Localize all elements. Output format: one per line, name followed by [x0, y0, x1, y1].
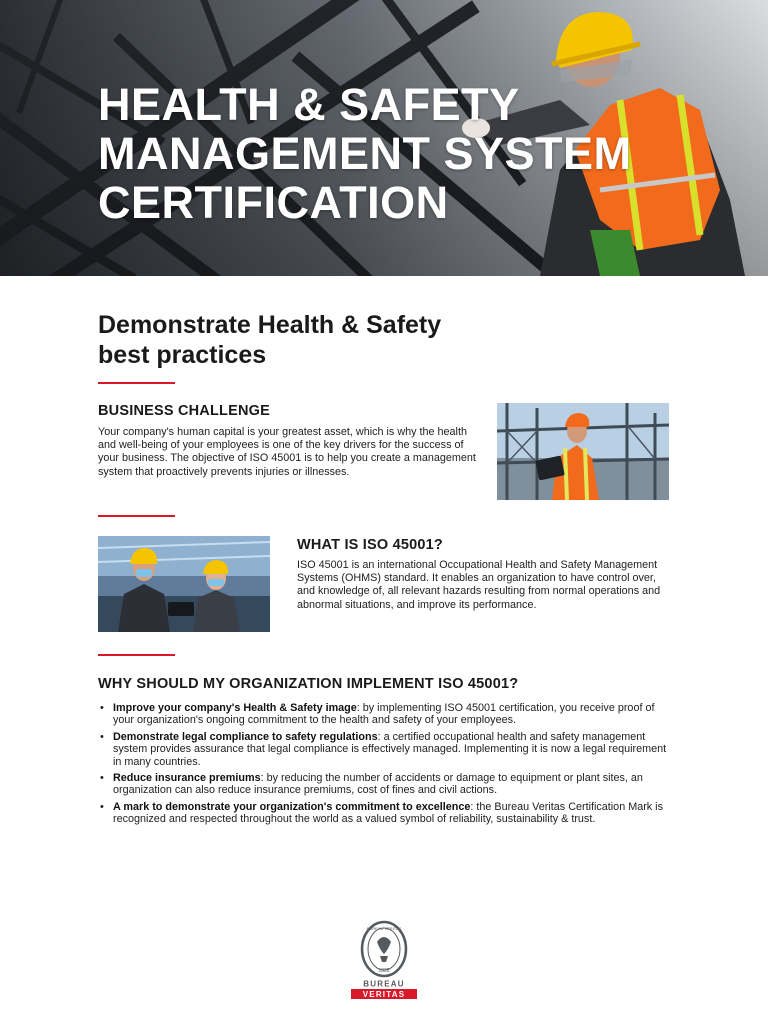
title-line-1: HEALTH & SAFETY [98, 79, 520, 130]
red-divider [98, 654, 175, 656]
title-line-2: MANAGEMENT SYSTEM [98, 128, 632, 179]
svg-text:1828: 1828 [378, 968, 390, 974]
benefit-text: : by implementing ISO 45001 certification, you receive proof of your organization's ongoing commitment to the health and safety of your employees. [113, 702, 655, 727]
list-item [98, 702, 670, 727]
red-divider [98, 515, 175, 517]
benefit-title: Reduce insurance premiums [113, 772, 261, 785]
hero-banner [0, 0, 768, 276]
benefit-text: : a certified occupational health and safety management system provides assurance that legal compliance is effectively managed. Implementing it is now a legal requirement in many countries. [113, 730, 667, 768]
list-item [98, 731, 670, 768]
svg-text:BUREAU VERITAS: BUREAU VERITAS [366, 926, 402, 931]
list-item [98, 772, 670, 797]
red-divider [98, 382, 175, 384]
svg-text:VERITAS: VERITAS [362, 990, 406, 999]
list-item [98, 801, 670, 826]
engineer-photo [497, 403, 669, 500]
what-is-heading: WHAT IS ISO 45001? [297, 537, 443, 553]
benefit-title: A mark to demonstrate your organization's commitment to excellence [113, 800, 471, 813]
why-heading: WHY SHOULD MY ORGANIZATION IMPLEMENT ISO 45001? [98, 676, 519, 692]
svg-text:BUREAU: BUREAU [363, 979, 405, 989]
benefit-title: Demonstrate legal compliance to safety regulations [113, 730, 378, 743]
page-title [98, 80, 632, 227]
benefit-text: : by reducing the number of accidents or damage to equipment or plant sites, an organization can also reduce insurance premiums, cost of fines and civil actions. [113, 772, 643, 797]
benefit-title: Improve your company's Health & Safety image [113, 702, 357, 714]
bureau-veritas-logo [350, 920, 418, 1000]
business-challenge-text: Your company's human capital is your greatest asset, which is why the health and well-being of your employees is one of the key drivers for the success of your business. The objective of ISO 45001 is to help you create a management system that proactively prevents injuries or illnesses. [98, 426, 476, 478]
benefits-list [98, 702, 670, 830]
factory-workers-photo [98, 536, 270, 632]
title-line-3: CERTIFICATION [98, 177, 449, 228]
intro-heading-line-2: best practices [98, 341, 267, 369]
benefit-text: : the Bureau Veritas Certification Mark is recognized and respected throughout the world as a valued symbol of reliability, sustainability & trust. [113, 800, 663, 826]
intro-heading-line-1: Demonstrate Health & Safety [98, 311, 442, 339]
intro-heading [98, 310, 441, 370]
business-challenge-heading: BUSINESS CHALLENGE [98, 403, 270, 419]
what-is-text: ISO 45001 is an international Occupational Health and Safety Management Systems (OHMS) standard. It enables an organization to have control over, and knowledge of, all relevant hazards resulting from normal operations and abnormal situations, and improve its performance. [297, 559, 661, 611]
